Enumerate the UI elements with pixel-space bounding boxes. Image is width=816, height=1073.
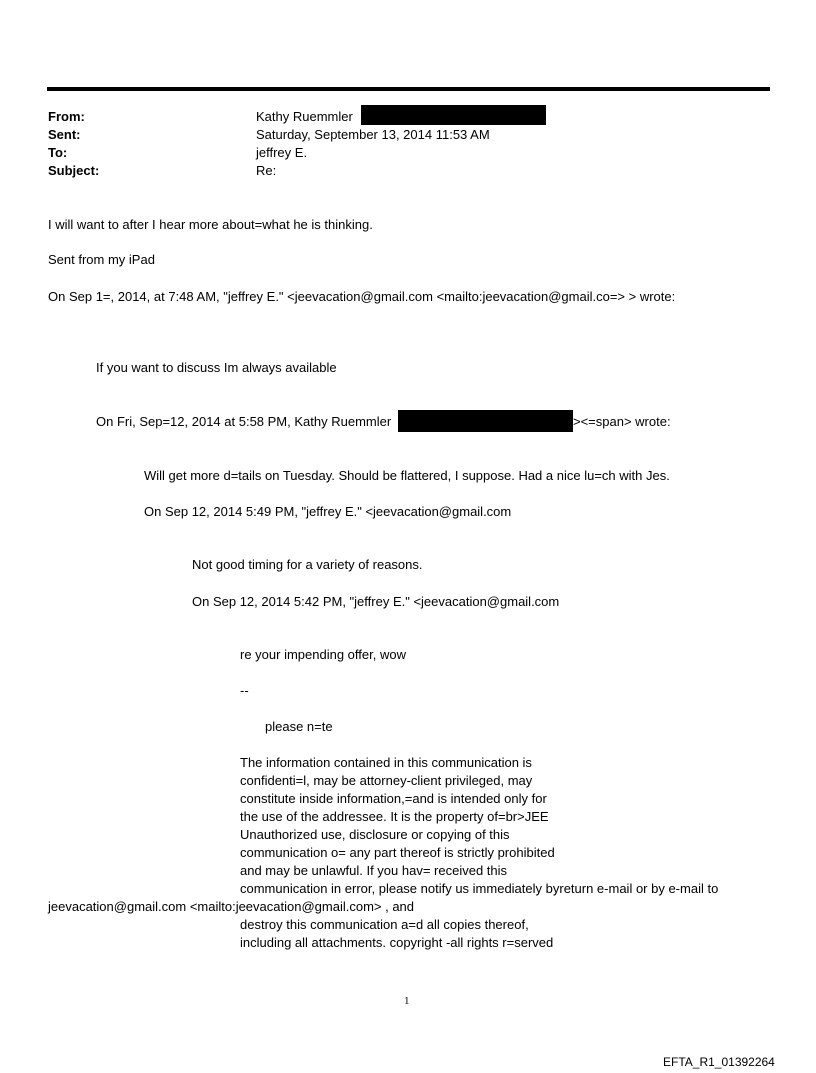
disclaimer-line: Unauthorized use, disclosure or copying of this (240, 827, 510, 842)
disclaimer-line: communication o= any part thereof is strictly prohibited (240, 845, 555, 860)
signature-separator: -- (240, 683, 249, 698)
disclaimer-line: and may be unlawful. If you hav= received this (240, 863, 508, 878)
to-value: jeffrey E. (256, 145, 308, 160)
quote-header: On Sep 12, 2014 5:42 PM, "jeffrey E." <jeevacation@gmail.com (192, 594, 560, 609)
disclaimer-line: The information contained in this communication is (240, 755, 532, 770)
from-value: Kathy Ruemmler (256, 109, 353, 124)
quoted-line: Will get more d=tails on Tuesday. Should be flattered, I suppose. Had a nice lu=ch with Jes. (144, 468, 670, 483)
quote-header: On Sep 12, 2014 5:49 PM, "jeffrey E." <jeevacation@gmail.com (144, 504, 512, 519)
quote-header-tail: ><=span> wrote: (573, 414, 671, 429)
subject-label: Subject: (48, 163, 100, 178)
quoted-line: Not good timing for a variety of reasons. (192, 557, 423, 572)
bates-number: EFTA_R1_01392264 (663, 1055, 775, 1069)
disclaimer-line: constitute inside information,=and is intended only for (240, 791, 547, 806)
redaction-box (361, 105, 546, 125)
subject-value: Re: (256, 163, 277, 178)
page-number: 1 (404, 995, 410, 1007)
sent-label: Sent: (48, 127, 81, 142)
redaction-box (398, 410, 573, 432)
body-line: I will want to after I hear more about=what he is thinking. (48, 217, 373, 232)
disclaimer-line: jeevacation@gmail.com <mailto:jeevacation@gmail.com> , and (48, 899, 415, 914)
quote-header: On Sep 1=, 2014, at 7:48 AM, "jeffrey E." <jeevacation@gmail.com <mailto:jeevacation@gmail.co=> > wrote: (48, 289, 676, 304)
disclaimer-line: confidenti=l, may be attorney-client privileged, may (240, 773, 533, 788)
disclaimer-line: communication in error, please notify us immediately byreturn e-mail or by e-mail to (240, 881, 719, 896)
quoted-line: re your impending offer, wow (240, 647, 406, 662)
sent-value: Saturday, September 13, 2014 11:53 AM (256, 127, 490, 142)
quoted-line: If you want to discuss Im always available (96, 360, 337, 375)
quoted-line: please n=te (265, 719, 333, 734)
to-label: To: (48, 145, 68, 160)
disclaimer-line: including all attachments. copyright -all rights r=served (240, 935, 554, 950)
disclaimer-line: destroy this communication a=d all copies thereof, (240, 917, 529, 932)
disclaimer-line: the use of the addressee. It is the property of=br>JEE (240, 809, 549, 824)
quote-header: On Fri, Sep=12, 2014 at 5:58 PM, Kathy Ruemmler (96, 414, 392, 429)
signature-line: Sent from my iPad (48, 252, 155, 267)
from-label: From: (48, 109, 85, 124)
header-rule (47, 87, 770, 91)
